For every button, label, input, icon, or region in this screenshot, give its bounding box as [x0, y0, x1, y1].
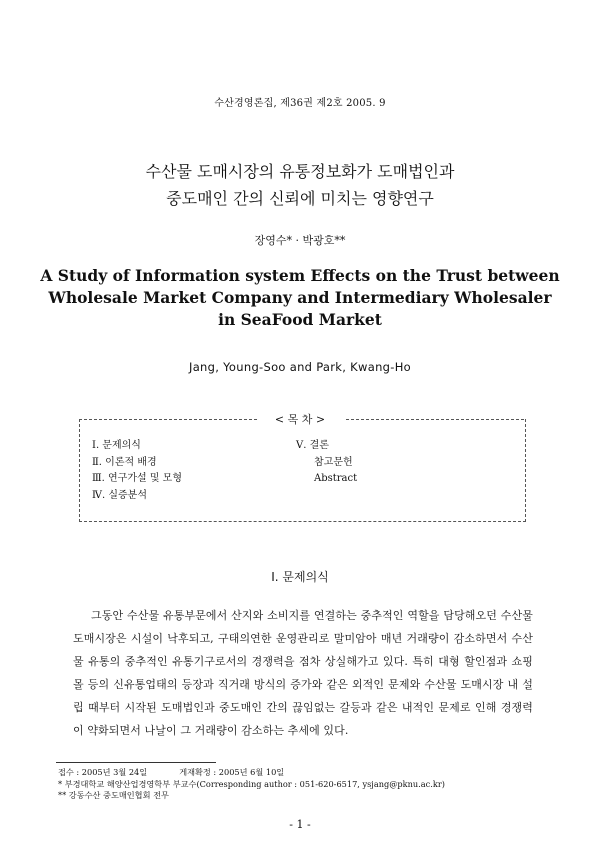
toc-item: Ⅱ. 이론적 배경	[92, 456, 157, 468]
toc-item: Ⅲ. 연구가설 및 모형	[92, 473, 182, 484]
toc-title: < 목 차 >	[274, 413, 326, 426]
toc-item: 참고문헌	[314, 456, 353, 468]
footnote-author-1: * 부경대학교 해양산업경영학부 부교수(Corresponding author : 051-620-6517, ysjang@pknu.ac.kr)	[58, 778, 445, 789]
korean-authors: 장영수* · 박광호**	[254, 234, 346, 247]
body-paragraph: 그동안 수산물 유통부문에서 산지와 소비지를 연결하는 중추적인 역할을 담당해오던 수산물 도매시장은 시설이 낙후되고, 구태의연한 운영관리로 말미암아 매년 거래량이 감소하면서 수산물 유통의 중추적인 유통기구로서의 경쟁력을 점차 상실해가고 있다. 특히 대형 할인점과 쇼핑몰 등의 신유통업태의 등장과 직거래 방식의 증가와 같은 외적인 문제와 수산물 도매시장 내 설립 때부터 시작된 도매법인과 중도매인 간의 끊임없는 갈등과 같은 내적인 문제로 인해 경쟁력이 약화되면서 나날이 그 거래량이 감소하는 추세에 있다.	[73, 609, 533, 737]
english-title-line-3: in SeaFood Market	[218, 310, 382, 329]
toc-item: Ⅳ. 실증분석	[92, 489, 147, 501]
footnotes	[58, 767, 558, 802]
toc-item: Abstract	[314, 473, 358, 484]
korean-title	[0, 158, 600, 212]
toc-right-column	[296, 438, 357, 488]
english-title-line-1: A Study of Information system Effects on the Trust between	[40, 266, 560, 285]
journal-header: 수산경영론집, 제36권 제2호 2005. 9	[214, 98, 386, 109]
toc-item: Ⅴ. 결론	[296, 440, 329, 451]
footnote-divider	[56, 762, 216, 763]
page-number: - 1 -	[289, 818, 311, 831]
footnote-dates	[58, 767, 558, 779]
toc-left-column	[92, 438, 182, 504]
footnote-received: 접수 : 2005년 3월 24일	[58, 767, 148, 777]
english-authors: Jang, Young-Soo and Park, Kwang-Ho	[189, 360, 411, 374]
english-title-line-2: Wholesale Market Company and Intermediary Wholesaler	[48, 288, 552, 307]
english-title	[0, 265, 600, 331]
footnote-author-2: ** 강동수산 중도매인협회 전무	[58, 790, 169, 800]
korean-title-line-2: 중도매인 간의 신뢰에 미치는 영향연구	[166, 189, 434, 208]
toc-item: Ⅰ. 문제의식	[92, 440, 141, 451]
korean-title-line-1: 수산물 도매시장의 유통정보화가 도매법인과	[145, 162, 455, 181]
section-heading: Ⅰ. 문제의식	[271, 570, 329, 584]
footnote-accepted: 게재확정 : 2005년 6월 10일	[179, 767, 285, 777]
